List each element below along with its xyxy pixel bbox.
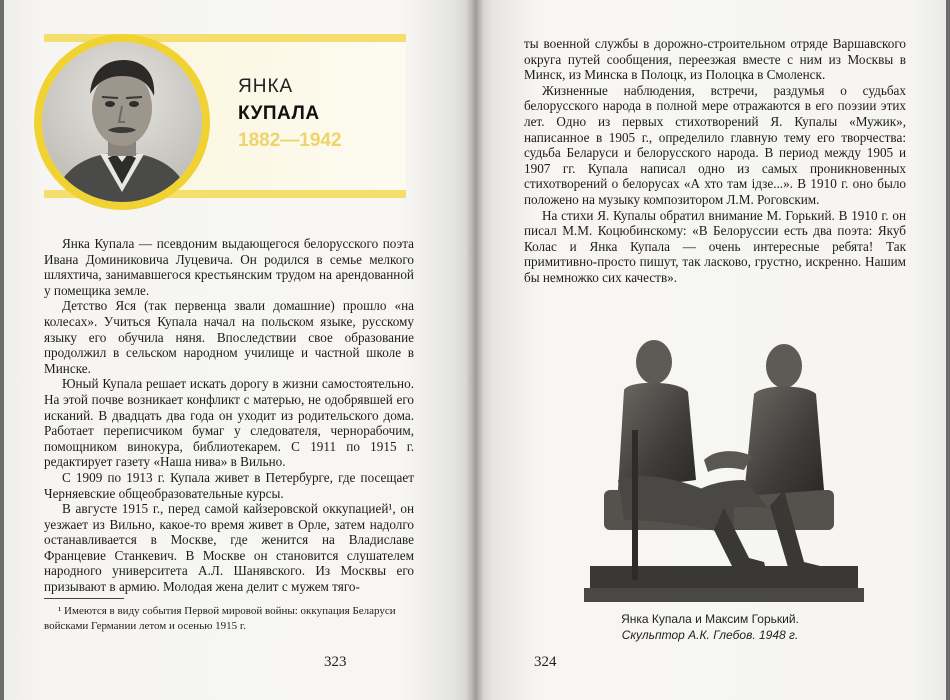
paragraph: Янка Купала — псевдоним выдающегося белорусского поэта Ивана Доминиковича Луцевича. Он родился в семье мелкого шляхтича, занимавшегося крестьянским трудом на арендованной у помещика земле. [44, 236, 414, 298]
paragraph: ты военной службы в дорожно-строительном отряде Варшавского округа путей сообщения, переезжая вместе с ним из Москвы в Минск, из Минска в Полоцк, из Полоцка в Смоленск. [524, 36, 906, 83]
photo-caption: Янка Купала и Максим Горький. [621, 612, 799, 626]
footnote: ¹ Имеются в виду события Первой мировой войны: оккупация Беларуси войсками Германии летом и осенью 1915 г. [44, 605, 396, 632]
book-gutter [466, 0, 484, 700]
paragraph: Юный Купала решает искать дорогу в жизни самостоятельно. На этой почве возникает конфликт с матерью, не одобрявшей его исканий. В двадцать два года он уходит из родительского дома. Работает переписчиком бумаг у следователя, чернорабочим, помощником винокура, библиотекарем. С 1911 по 1915 г. редактирует газету «Наша нива» в Вильно. [44, 376, 414, 470]
author-first-name: ЯНКА [238, 76, 294, 97]
sculpture-photo [584, 330, 864, 602]
paragraph: На стихи Я. Купалы обратил внимание М. Горький. В 1910 г. он писал М.М. Коцюбинскому: «В Белоруссии есть два поэта: Якуб Колас и Янка Купала — очень интересные ребята! Так примитивно-просто пишут, так ласково, грустно, искренно. Нашим бы немножко сих качеств». [524, 207, 906, 285]
left-page [4, 0, 474, 700]
paragraph: С 1909 по 1913 г. Купала живет в Петербурге, где посещает Черняевские общеобразовательные курсы. [44, 469, 414, 501]
footnote-divider [44, 598, 124, 599]
right-page [474, 0, 946, 700]
photo-caption-credit: Скульптор А.К. Глебов. 1948 г. [621, 628, 799, 642]
right-page-text [524, 36, 906, 286]
author-portrait [42, 42, 202, 202]
paragraph: В августе 1915 г., перед самой кайзеровской оккупацией¹, он уезжает из Вильно, какое-то время живет в Орле, затем надолго останавливается в Москве, где женится на Владиславе Францевие Станкевич. В Москве он становится слушателем народного университета А.Л. Шанявского. Из Москвы его призывают в армию. Молодая жена делит с мужем тяго- [44, 501, 414, 595]
page-number-right: 324 [534, 654, 557, 670]
left-page-text [44, 236, 414, 595]
paragraph: Жизненные наблюдения, встречи, раздумья о судьбах белорусского народа в полной мере отражаются в его поэзии этих лет. Одно из первых стихотворений Я. Купалы «Мужик», написанное в 1905 г., определило главную тему его творчества: судьба Беларуси и белорусского народа. В период между 1905 и 1907 гг. Купала написал одно из самых проникновенных стихотворений о белорусах «А хто там ідзе...». В 1910 г. оно было положено на музыку композитором Л.М. Роговским. [524, 82, 906, 207]
author-last-name: КУПАЛА [238, 103, 320, 124]
page-number-left: 323 [324, 654, 347, 670]
paragraph: Детство Яся (так первенца звали домашние) прошло «на колесах». Учиться Купала начал на польском языке, русскому языку его обучила няня. Впоследствии свое образование продолжил в сельском народном училище и частной школе в Минске. [44, 298, 414, 376]
author-years: 1882—1942 [238, 130, 342, 151]
